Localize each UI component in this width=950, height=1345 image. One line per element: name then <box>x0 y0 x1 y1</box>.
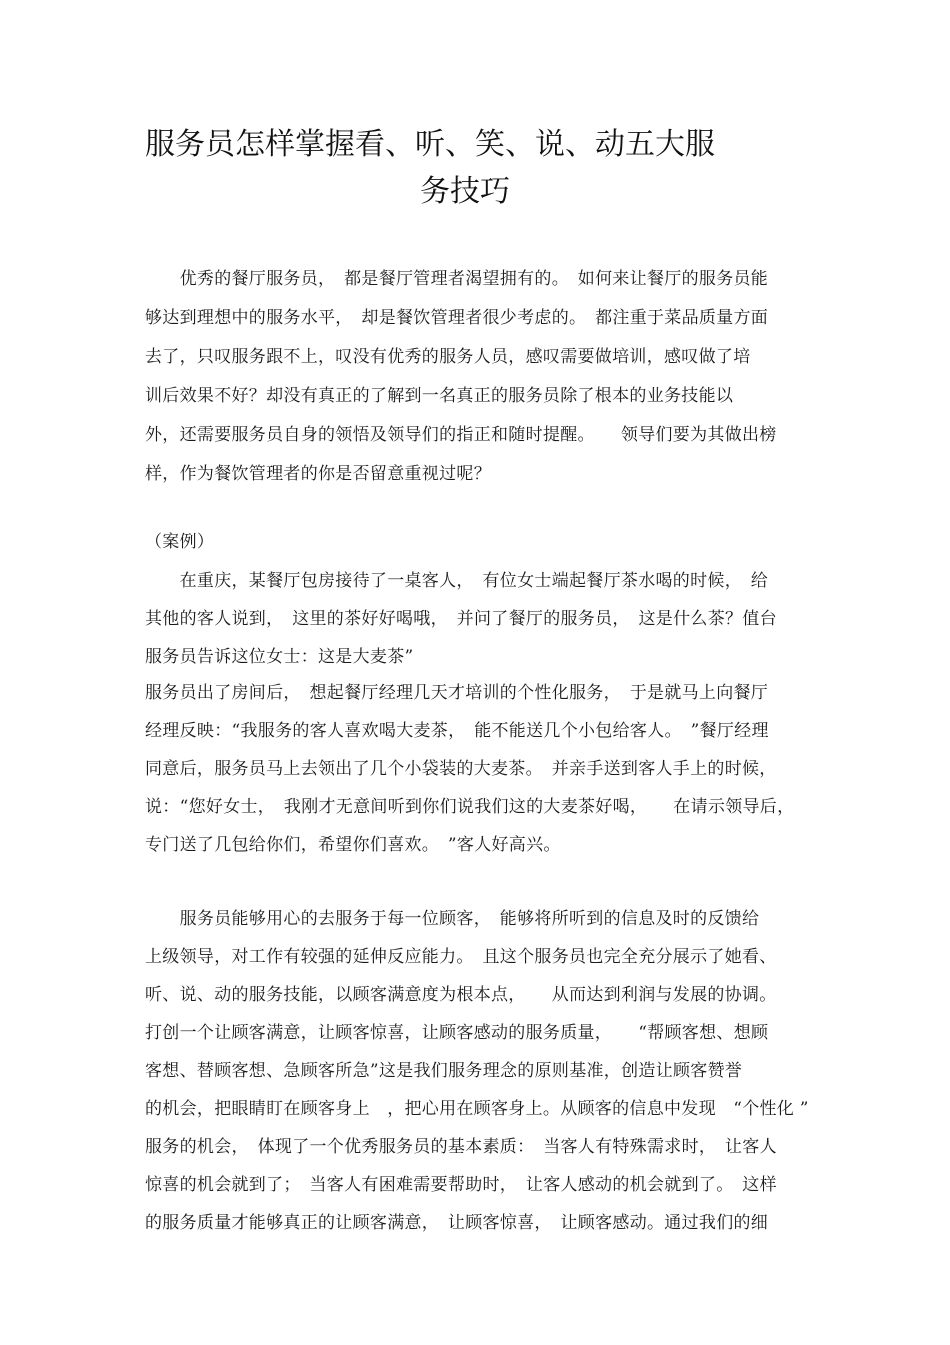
body-line: 外，还需要服务员自身的领悟及领导们的指正和随时提醒。 领导们要为其做出榜 <box>145 425 777 445</box>
body-line: 够达到理想中的服务水平， 却是餐饮管理者很少考虑的。 都注重于菜品质量方面 <box>145 308 769 328</box>
body-line: 说：“您好女士， 我刚才无意间听到你们说我们这的大麦茶好喝， 在请示领导后， <box>145 797 795 817</box>
body-line: 样，作为餐饮管理者的你是否留意重视过呢？ <box>145 464 491 484</box>
body-line: 在重庆，某餐厅包房接待了一桌客人， 有位女士端起餐厅茶水喝的时候， 给 <box>145 571 769 591</box>
body-line: 打创一个让顾客满意，让顾客惊喜，让顾客感动的服务质量， “帮顾客想、想顾 <box>145 1023 769 1043</box>
body-line: 专门送了几包给你们，希望你们喜欢。 ”客人好高兴。 <box>145 835 561 855</box>
title-line-1: 服务员怎样掌握看、听、笑、说、动五大服 <box>145 127 715 162</box>
body-line: 上级领导，对工作有较强的延伸反应能力。 且这个服务员也完全充分展示了她看、 <box>145 947 777 967</box>
body-line: 经理反映：“我服务的客人喜欢喝大麦茶， 能不能送几个小包给客人。 ”餐厅经理 <box>145 721 769 741</box>
body-line: 优秀的餐厅服务员， 都是餐厅管理者渴望拥有的。 如何来让餐厅的服务员能 <box>145 269 769 289</box>
body-line: 服务员能够用心的去服务于每一位顾客， 能够将所听到的信息及时的反馈给 <box>145 909 760 929</box>
body-line: 其他的客人说到， 这里的茶好好喝哦， 并问了餐厅的服务员， 这是什么茶？值台 <box>145 609 777 629</box>
case-label: （案例） <box>145 532 215 552</box>
body-line: 服务员告诉这位女士：这是大麦茶” <box>145 647 414 667</box>
body-line: 惊喜的机会就到了； 当客人有困难需要帮助时， 让客人感动的机会就到了。 这样 <box>145 1175 777 1195</box>
body-line: 服务的机会， 体现了一个优秀服务员的基本素质： 当客人有特殊需求时， 让客人 <box>145 1137 777 1157</box>
body-line: 听、说、动的服务技能，以顾客满意度为根本点， 从而达到利润与发展的协调。 <box>145 985 777 1005</box>
body-line: 客想、替顾客想、急顾客所急”这是我们服务理念的原则基准，创造让顾客赞誉 <box>145 1061 743 1081</box>
body-line: 训后效果不好？却没有真正的了解到一名真正的服务员除了根本的业务技能以 <box>145 386 734 406</box>
body-line: 服务员出了房间后， 想起餐厅经理几天才培训的个性化服务， 于是就马上向餐厅 <box>145 683 769 703</box>
body-line: 去了，只叹服务跟不上，叹没有优秀的服务人员，感叹需要做培训，感叹做了培 <box>145 347 751 367</box>
body-line: 同意后，服务员马上去领出了几个小袋装的大麦茶。 并亲手送到客人手上的时候， <box>145 759 777 779</box>
body-line: 的机会，把眼睛盯在顾客身上 ，把心用在顾客身上。从顾客的信息中发现 “个性化 ” <box>145 1099 809 1119</box>
body-line: 的服务质量才能够真正的让顾客满意， 让顾客惊喜， 让顾客感动。通过我们的细 <box>145 1213 769 1233</box>
title-line-2: 务技巧 <box>420 174 510 209</box>
